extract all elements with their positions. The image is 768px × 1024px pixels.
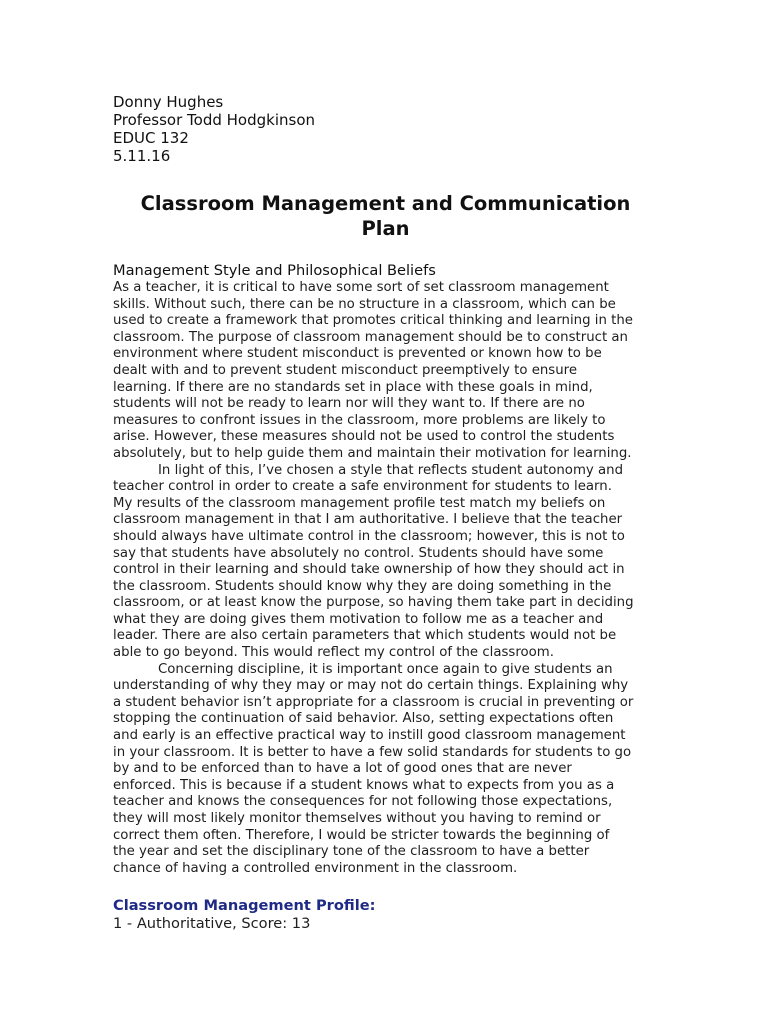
professor-name: Professor Todd Hodgkinson bbox=[113, 111, 316, 129]
text-line: say that students have absolutely no control. Students should have some bbox=[113, 545, 604, 561]
text-line: measures to confront issues in the classroom, more problems are likely to bbox=[113, 412, 606, 428]
section-heading: Management Style and Philosophical Beliefs bbox=[113, 262, 436, 279]
text-line: leader. There are also certain parameters that which students would not be bbox=[113, 628, 617, 644]
paragraph-2 bbox=[113, 463, 658, 662]
title-line-1: Classroom Management and Communication bbox=[140, 192, 631, 215]
text-line: absolutely, but to help guide them and maintain their motivation for learning. bbox=[113, 445, 632, 461]
text-line: a student behavior isn’t appropriate for a classroom is crucial in preventing or bbox=[113, 694, 634, 710]
text-line: In light of this, I’ve chosen a style that reflects student autonomy and bbox=[158, 462, 624, 478]
text-line: used to create a framework that promotes critical thinking and learning in the bbox=[113, 313, 633, 329]
document-title bbox=[113, 191, 658, 241]
text-line: control in their learning and should take ownership of how they should act in bbox=[113, 562, 625, 578]
text-line: the classroom. Students should know why they are doing something in the bbox=[113, 578, 612, 594]
text-line: dealt with and to prevent student misconduct preemptively to ensure bbox=[113, 362, 578, 378]
text-line: environment where student misconduct is prevented or known how to be bbox=[113, 346, 602, 362]
text-line: chance of having a controlled environment in the classroom. bbox=[113, 860, 518, 876]
text-line: enforced. This is because if a student knows what to expects from you as a bbox=[113, 777, 615, 793]
text-line: should always have ultimate control in the classroom; however, this is not to bbox=[113, 528, 625, 544]
text-line: teacher control in order to create a safe environment for students to learn. bbox=[113, 479, 612, 495]
section-body bbox=[113, 280, 658, 877]
profile-heading: Classroom Management Profile: bbox=[113, 897, 376, 915]
text-line: teacher and knows the consequences for not following those expectations, bbox=[113, 794, 613, 810]
text-line: the year and set the disciplinary tone of the classroom to have a better bbox=[113, 844, 590, 860]
author-name: Donny Hughes bbox=[113, 93, 224, 111]
paragraph-1 bbox=[113, 280, 658, 463]
document-header bbox=[113, 93, 658, 165]
profile-result: 1 - Authoritative, Score: 13 bbox=[113, 915, 311, 933]
document-page bbox=[113, 93, 658, 933]
title-line-2: Plan bbox=[361, 217, 410, 240]
text-line: My results of the classroom management profile test match my beliefs on bbox=[113, 495, 606, 511]
course-code: EDUC 132 bbox=[113, 129, 189, 147]
text-line: learning. If there are no standards set in place with these goals in mind, bbox=[113, 379, 593, 395]
text-line: what they are doing gives them motivation to follow me as a teacher and bbox=[113, 611, 604, 627]
text-line: students will not be ready to learn nor will they want to. If there are no bbox=[113, 396, 585, 412]
text-line: in your classroom. It is better to have a few solid standards for students to go bbox=[113, 744, 632, 760]
text-line: skills. Without such, there can be no structure in a classroom, which can be bbox=[113, 296, 616, 312]
text-line: able to go beyond. This would reflect my control of the classroom. bbox=[113, 645, 554, 661]
text-line: Concerning discipline, it is important once again to give students an bbox=[158, 661, 613, 677]
text-line: classroom, or at least know the purpose, so having them take part in deciding bbox=[113, 595, 634, 611]
text-line: and early is an effective practical way to instill good classroom management bbox=[113, 728, 626, 744]
paragraph-3 bbox=[113, 662, 658, 878]
text-line: As a teacher, it is critical to have some sort of set classroom management bbox=[113, 280, 609, 295]
text-line: correct them often. Therefore, I would be stricter towards the beginning of bbox=[113, 827, 610, 843]
document-date: 5.11.16 bbox=[113, 147, 171, 165]
text-line: arise. However, these measures should not be used to control the students bbox=[113, 429, 615, 445]
text-line: by and to be enforced than to have a lot of good ones that are never bbox=[113, 761, 572, 777]
text-line: stopping the continuation of said behavior. Also, setting expectations often bbox=[113, 711, 614, 727]
text-line: they will most likely monitor themselves without you having to remind or bbox=[113, 811, 601, 826]
text-line: classroom management in that I am authoritative. I believe that the teacher bbox=[113, 512, 623, 528]
text-line: understanding of why they may or may not do certain things. Explaining why bbox=[113, 678, 629, 694]
text-line: classroom. The purpose of classroom management should be to construct an bbox=[113, 329, 628, 345]
